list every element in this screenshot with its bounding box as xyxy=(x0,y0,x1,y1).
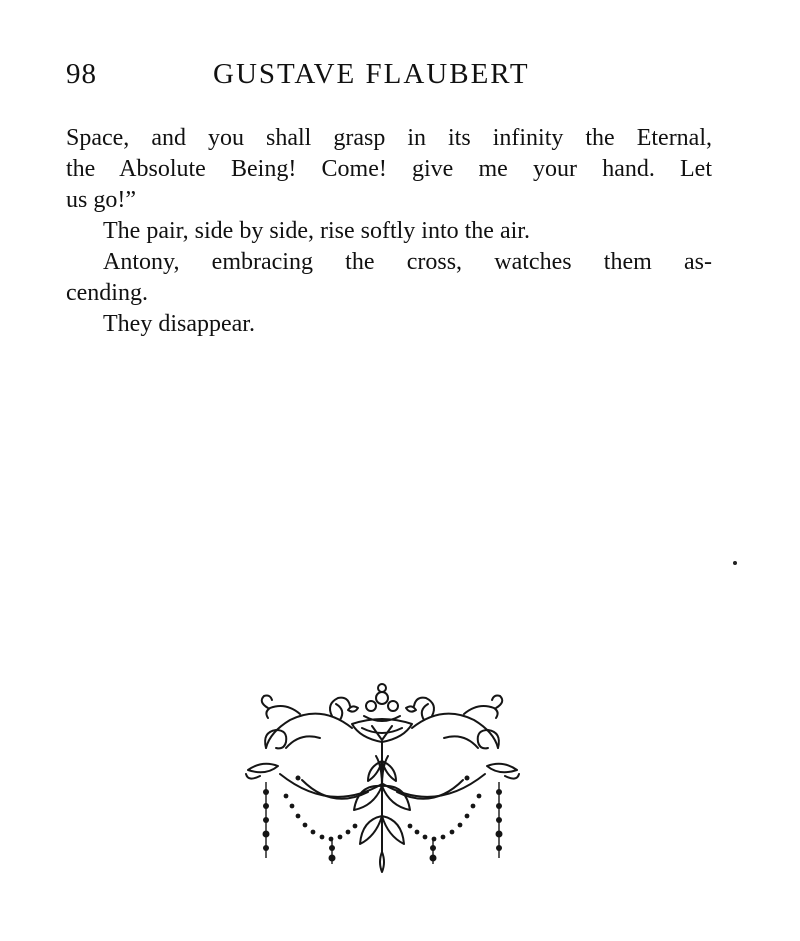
body-text xyxy=(66,123,712,340)
floral-tailpiece-icon xyxy=(240,676,525,881)
text-line: the Absolute Being! Come! give me your hand. Let xyxy=(66,156,712,182)
ink-speck xyxy=(733,561,737,565)
text-line: cending. xyxy=(66,280,148,306)
page-number: 98 xyxy=(66,58,97,90)
text-line: us go!” xyxy=(66,187,136,213)
running-head: GUSTAVE FLAUBERT xyxy=(213,58,530,90)
text-line: The pair, side by side, rise softly into the air. xyxy=(103,218,530,244)
text-line: They disappear. xyxy=(103,311,255,337)
text-line: Space, and you shall grasp in its infinity the Eternal, xyxy=(66,125,712,151)
text-line: Antony, embracing the cross, watches them as- xyxy=(103,249,712,275)
